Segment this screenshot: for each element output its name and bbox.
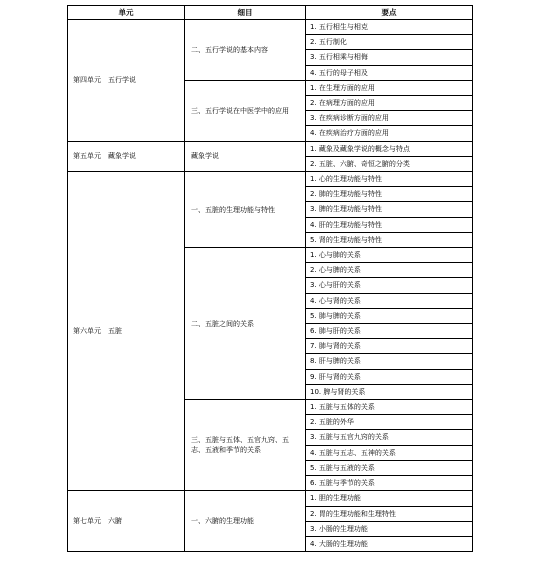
key-point-cell: 3. 心与肝的关系 [306, 278, 473, 293]
key-point-cell: 2. 在病理方面的应用 [306, 96, 473, 111]
key-point-cell: 2. 五脏的外华 [306, 415, 473, 430]
unit-cell: 第六单元 五脏 [68, 172, 185, 491]
key-point-cell: 4. 在疾病治疗方面的应用 [306, 126, 473, 141]
key-point-cell: 3. 五行相乘与相侮 [306, 50, 473, 65]
table-row [68, 20, 473, 35]
unit-cell: 第四单元 五行学说 [68, 20, 185, 142]
table-row [68, 141, 473, 156]
key-point-cell: 4. 大肠的生理功能 [306, 536, 473, 551]
subitem-cell: 藏象学说 [185, 141, 306, 171]
key-point-cell: 1. 心的生理功能与特性 [306, 172, 473, 187]
unit-cell: 第五单元 藏象学说 [68, 141, 185, 171]
key-point-cell: 2. 五脏、六腑、奇恒之腑的分类 [306, 156, 473, 171]
table-row [68, 172, 473, 187]
key-point-cell: 1. 五行相生与相克 [306, 20, 473, 35]
key-point-cell: 5. 肺与脾的关系 [306, 308, 473, 323]
key-point-cell: 2. 胃的生理功能和生理特性 [306, 506, 473, 521]
key-point-cell: 6. 肺与肝的关系 [306, 324, 473, 339]
subitem-cell: 一、五脏的生理功能与特性 [185, 172, 306, 248]
key-point-cell: 7. 肺与肾的关系 [306, 339, 473, 354]
key-point-cell: 10. 脾与肾的关系 [306, 384, 473, 399]
key-point-cell: 2. 五行制化 [306, 35, 473, 50]
key-point-cell: 5. 肾的生理功能与特性 [306, 232, 473, 247]
key-point-cell: 1. 胆的生理功能 [306, 491, 473, 506]
key-point-cell: 3. 脾的生理功能与特性 [306, 202, 473, 217]
subitem-cell: 三、五行学说在中医学中的应用 [185, 80, 306, 141]
key-point-cell: 4. 心与肾的关系 [306, 293, 473, 308]
key-point-cell: 2. 心与脾的关系 [306, 263, 473, 278]
key-point-cell: 2. 肺的生理功能与特性 [306, 187, 473, 202]
key-point-cell: 3. 在疾病诊断方面的应用 [306, 111, 473, 126]
subitem-cell: 三、五脏与五体、五官九窍、五志、五液和季节的关系 [185, 400, 306, 491]
syllabus-table-container [67, 5, 472, 552]
key-point-cell: 1. 心与肺的关系 [306, 248, 473, 263]
key-point-cell: 3. 五脏与五官九窍的关系 [306, 430, 473, 445]
header-unit: 单元 [68, 6, 185, 20]
key-point-cell: 4. 五行的母子相及 [306, 65, 473, 80]
subitem-cell: 二、五脏之间的关系 [185, 248, 306, 400]
key-point-cell: 1. 在生理方面的应用 [306, 80, 473, 95]
table-body [68, 20, 473, 552]
unit-cell: 第七单元 六腑 [68, 491, 185, 552]
header-row [68, 6, 473, 20]
subitem-cell: 二、五行学说的基本内容 [185, 20, 306, 81]
key-point-cell: 9. 肝与肾的关系 [306, 369, 473, 384]
key-point-cell: 8. 肝与脾的关系 [306, 354, 473, 369]
header-subitem: 细目 [185, 6, 306, 20]
key-point-cell: 3. 小肠的生理功能 [306, 521, 473, 536]
header-key-points: 要点 [306, 6, 473, 20]
key-point-cell: 6. 五脏与季节的关系 [306, 476, 473, 491]
syllabus-table [67, 5, 473, 552]
key-point-cell: 1. 五脏与五体的关系 [306, 400, 473, 415]
key-point-cell: 5. 五脏与五液的关系 [306, 460, 473, 475]
key-point-cell: 1. 藏象及藏象学说的概念与特点 [306, 141, 473, 156]
key-point-cell: 4. 肝的生理功能与特性 [306, 217, 473, 232]
subitem-cell: 一、六腑的生理功能 [185, 491, 306, 552]
table-row [68, 491, 473, 506]
key-point-cell: 4. 五脏与五志、五神的关系 [306, 445, 473, 460]
